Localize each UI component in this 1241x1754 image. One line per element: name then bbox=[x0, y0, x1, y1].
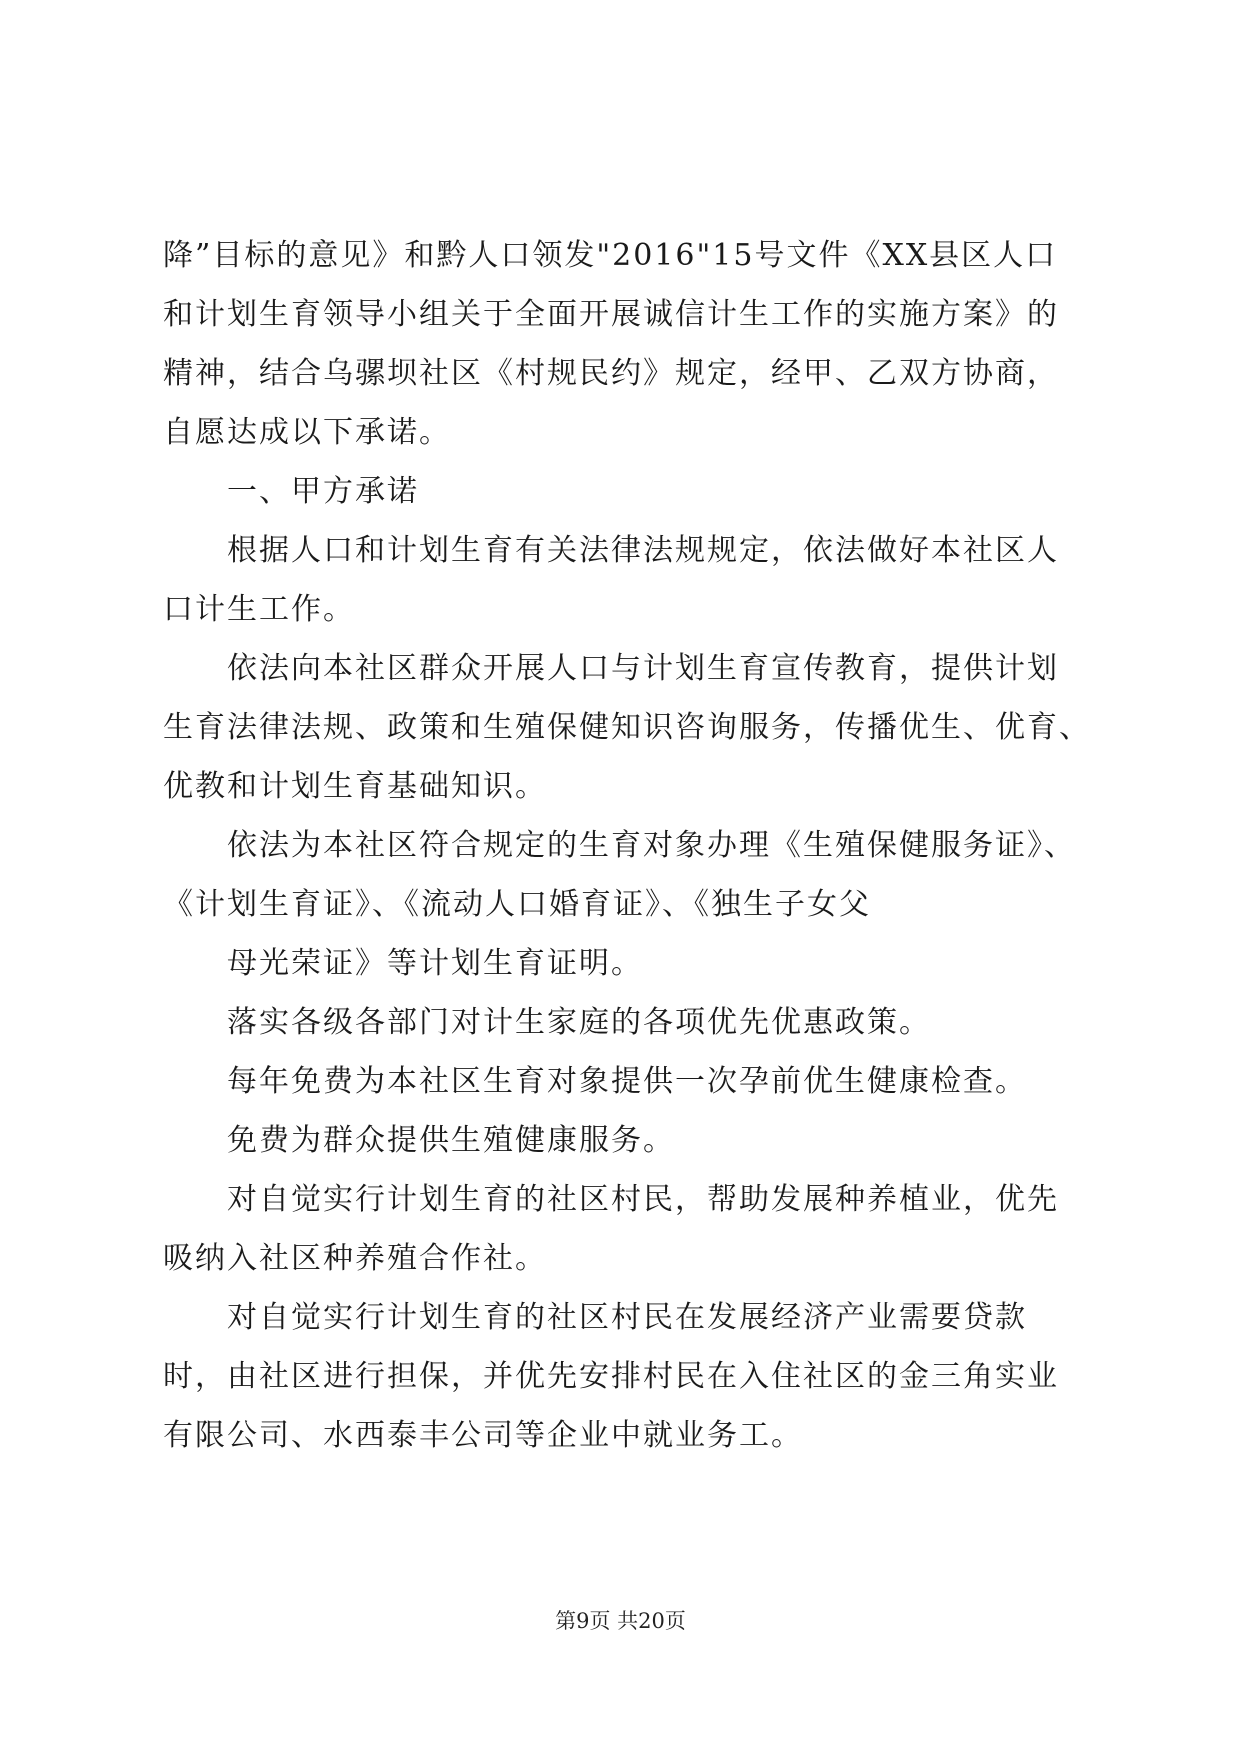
text-line: 母光荣证》等计划生育证明。 bbox=[227, 946, 643, 981]
text-line: 降”目标的意见》和黔人口领发"2016"15号文件《XX县区人口 bbox=[163, 238, 1058, 273]
text-line: 生育法律法规、政策和生殖保健知识咨询服务，传播优生、优育、 bbox=[163, 710, 1091, 745]
text-line: 有限公司、水西泰丰公司等企业中就业务工。 bbox=[163, 1418, 803, 1453]
text-line: 口计生工作。 bbox=[163, 592, 355, 627]
page-number-footer: 第9页 共20页 bbox=[555, 1609, 686, 1633]
text-line: 时，由社区进行担保，并优先安排村民在入住社区的金三角实业 bbox=[163, 1359, 1059, 1394]
text-line: 吸纳入社区种养殖合作社。 bbox=[163, 1241, 547, 1276]
text-line: 自愿达成以下承诺。 bbox=[163, 415, 451, 450]
text-line: 精神，结合乌骡坝社区《村规民约》规定，经甲、乙双方协商， bbox=[163, 356, 1059, 391]
text-line: 对自觉实行计划生育的社区村民在发展经济产业需要贷款 bbox=[227, 1300, 1027, 1335]
text-line: 依法为本社区符合规定的生育对象办理《生殖保健服务证》、 bbox=[227, 828, 1076, 863]
text-line: 对自觉实行计划生育的社区村民，帮助发展种养植业，优先 bbox=[227, 1182, 1059, 1217]
text-line: 优教和计划生育基础知识。 bbox=[163, 769, 547, 804]
text-line: 依法向本社区群众开展人口与计划生育宣传教育，提供计划 bbox=[227, 651, 1059, 686]
text-line: 和计划生育领导小组关于全面开展诚信计生工作的实施方案》的 bbox=[163, 297, 1059, 332]
text-line: 每年免费为本社区生育对象提供一次孕前优生健康检查。 bbox=[227, 1064, 1027, 1099]
text-line: 《计划生育证》、《流动人口婚育证》、《独生子女父 bbox=[163, 887, 871, 922]
text-line: 落实各级各部门对计生家庭的各项优先优惠政策。 bbox=[227, 1005, 931, 1040]
text-line: 根据人口和计划生育有关法律法规规定，依法做好本社区人 bbox=[227, 533, 1059, 568]
document-body bbox=[163, 226, 1103, 1465]
text-line: 免费为群众提供生殖健康服务。 bbox=[227, 1123, 675, 1158]
section-heading: 一、甲方承诺 bbox=[227, 474, 419, 509]
